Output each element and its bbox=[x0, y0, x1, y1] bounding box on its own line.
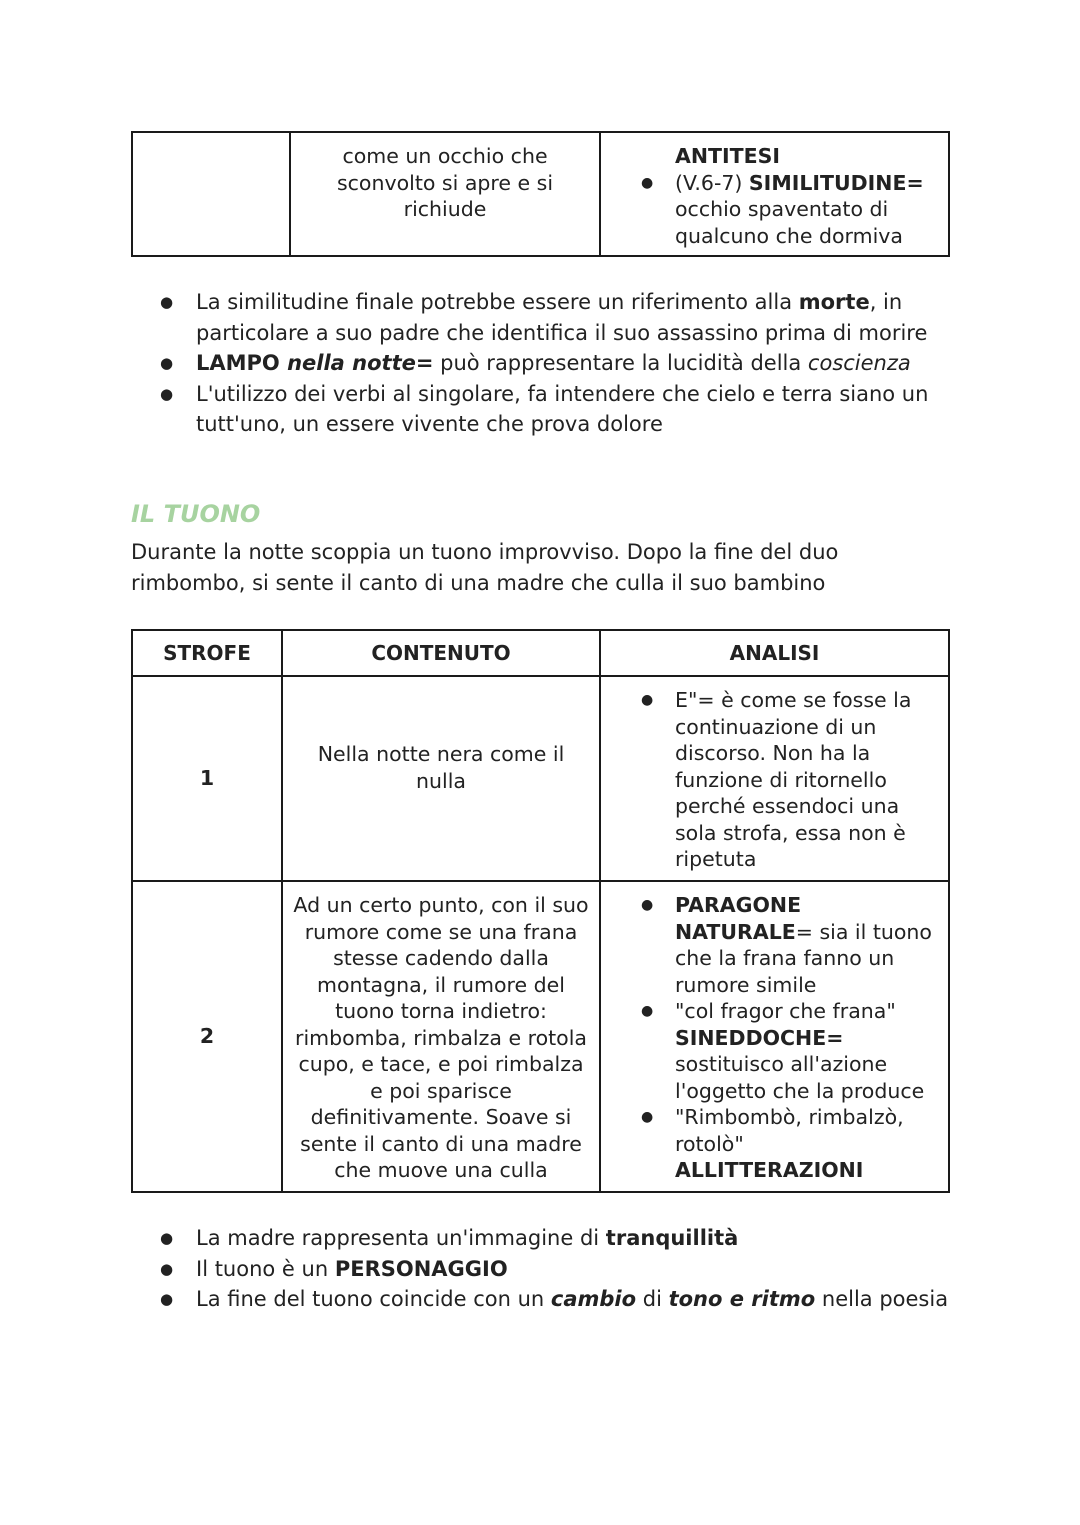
cell-strofe-number: 2 bbox=[132, 881, 282, 1192]
list-item bbox=[160, 348, 960, 379]
table-row bbox=[132, 132, 949, 256]
figure-description: occhio spaventato di qualcuno che dormiva bbox=[675, 197, 903, 248]
note-text: L'utilizzo dei verbi al singolare, fa intendere che cielo e terra siano un tutt'uno, un essere vivente che prova dolore bbox=[196, 381, 929, 436]
note-bold-italic: nella notte= bbox=[287, 351, 434, 375]
table-row bbox=[132, 676, 949, 881]
note-text: La similitudine finale potrebbe essere un riferimento alla bbox=[196, 290, 799, 314]
list-item bbox=[601, 998, 948, 1104]
section-intro: Durante la notte scoppia un tuono improvviso. Dopo la fine del duo rimbombo, si sente il canto di una madre che culla il suo bambino bbox=[131, 540, 839, 595]
note-text: La fine del tuono coincide con un bbox=[196, 1287, 551, 1311]
notes-list-1 bbox=[160, 287, 960, 440]
note-bold: LAMPO bbox=[196, 351, 288, 375]
analisi-list bbox=[601, 687, 948, 873]
contenuto-text: Nella notte nera come il nulla bbox=[317, 742, 565, 793]
figure-name: ALLITTERAZIONI bbox=[675, 1158, 864, 1182]
cell-contenuto bbox=[290, 132, 600, 256]
cell-strofe-number: 1 bbox=[132, 676, 282, 881]
cell-contenuto bbox=[282, 881, 600, 1192]
list-item bbox=[601, 170, 948, 250]
list-item bbox=[160, 1284, 960, 1315]
list-item bbox=[601, 687, 948, 873]
table-header-row bbox=[132, 630, 949, 676]
figure-name: PARAGONE NATURALE bbox=[675, 893, 802, 944]
notes-list-2 bbox=[160, 1223, 960, 1315]
note-text: , in particolare a suo padre che identifica il suo assassino prima di morire bbox=[196, 290, 928, 345]
analisi-list bbox=[601, 892, 948, 1184]
table-row bbox=[132, 881, 949, 1192]
note-bold-italic: cambio bbox=[550, 1287, 637, 1311]
analysis-table bbox=[131, 629, 950, 1193]
note-bold: PERSONAGGIO bbox=[334, 1256, 508, 1281]
cell-contenuto bbox=[282, 676, 600, 881]
figure-description: sostituisco all'azione l'oggetto che la produce bbox=[675, 1052, 925, 1103]
note-text: Il tuono è un bbox=[196, 1256, 335, 1281]
cell-analisi bbox=[600, 676, 949, 881]
note-text: La madre rappresenta un'immagine di bbox=[196, 1226, 606, 1250]
note-text: nella poesia bbox=[815, 1287, 949, 1311]
analisi-list bbox=[601, 170, 948, 250]
section-title: IL TUONO bbox=[131, 500, 261, 528]
cell-strofe bbox=[132, 132, 290, 256]
verse-ref: (V.6-7) bbox=[675, 170, 743, 195]
contenuto-text: Ad un certo punto, con il suo rumore come se una frana stesse cadendo dalla montagna, il rumore del tuono torna indietro: rimbomba, rimbalza e rotola cupo, e tace, e poi rimbalza e poi sparisce definitivamente. Soave si sente il canto di una madre che muove una culla bbox=[293, 893, 589, 1182]
note-italic: coscienza bbox=[807, 351, 911, 375]
cell-analisi bbox=[600, 132, 949, 256]
analisi-text: E"= è come se fosse la continuazione di un discorso. Non ha la funzione di ritornello perché essendoci una sola strofa, essa non è ripetuta bbox=[675, 688, 912, 871]
note-bold: tranquillità bbox=[605, 1226, 739, 1250]
note-text: di bbox=[636, 1287, 669, 1311]
cell-analisi bbox=[600, 881, 949, 1192]
quote-text: "Rimbombò, rimbalzò, rotolò" bbox=[675, 1105, 904, 1156]
contenuto-text: come un occhio che sconvolto si apre e si richiude bbox=[336, 144, 554, 221]
header-strofe: STROFE bbox=[132, 630, 282, 676]
figure-name: SIMILITUDINE= bbox=[748, 170, 924, 195]
figure-name: SINEDDOCHE= bbox=[675, 1025, 844, 1050]
note-text: può rappresentare la lucidità della bbox=[433, 351, 808, 375]
list-item bbox=[160, 1254, 960, 1285]
header-contenuto: CONTENUTO bbox=[282, 630, 600, 676]
list-item bbox=[601, 1104, 948, 1184]
table-continuation bbox=[131, 131, 950, 257]
note-bold: morte bbox=[798, 290, 870, 314]
quote-text: "col fragor che frana" bbox=[675, 999, 896, 1023]
list-item bbox=[160, 287, 960, 348]
list-item bbox=[160, 1223, 960, 1254]
note-bold-italic: tono e ritmo bbox=[668, 1287, 816, 1311]
header-analisi: ANALISI bbox=[600, 630, 949, 676]
list-item bbox=[601, 892, 948, 998]
list-item bbox=[160, 379, 960, 440]
analisi-lead: ANTITESI bbox=[675, 144, 781, 168]
figure-description: = sia il tuono che la frana fanno un rumore simile bbox=[675, 919, 932, 997]
